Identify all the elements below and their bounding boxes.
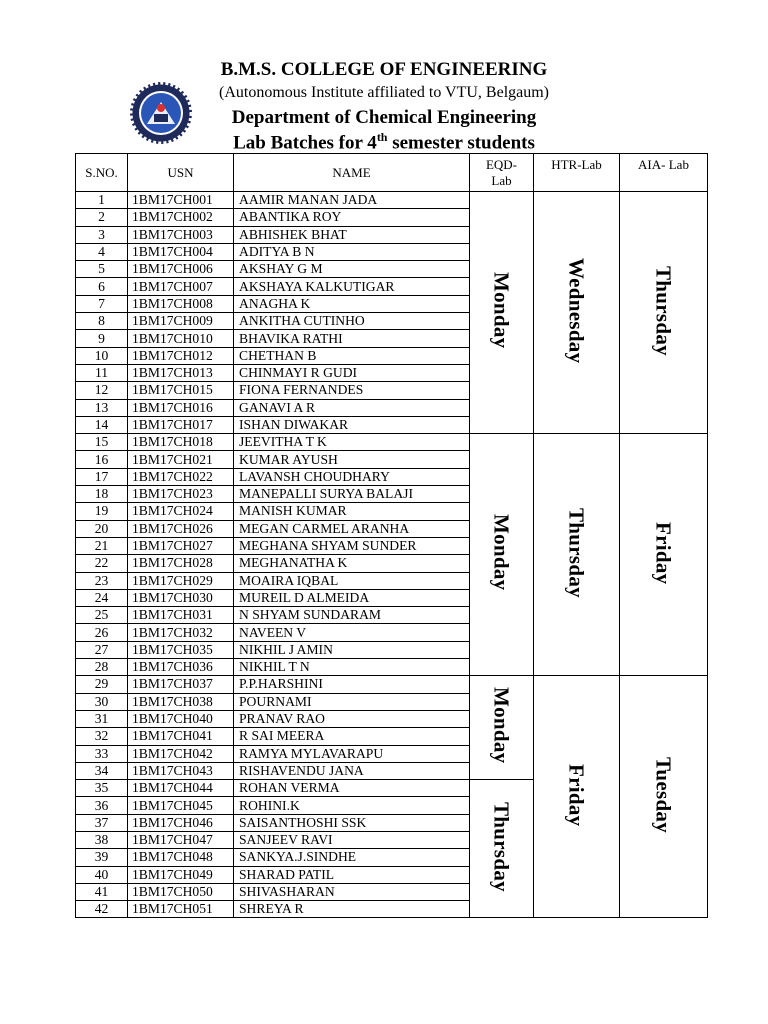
eqd-lab-day: Monday xyxy=(489,272,514,349)
cell-sno: 38 xyxy=(76,831,128,848)
cell-sno: 6 xyxy=(76,278,128,295)
cell-sno: 7 xyxy=(76,295,128,312)
cell-usn: 1BM17CH041 xyxy=(128,728,234,745)
cell-sno: 21 xyxy=(76,537,128,554)
cell-sno: 34 xyxy=(76,762,128,779)
cell-usn: 1BM17CH032 xyxy=(128,624,234,641)
cell-sno: 5 xyxy=(76,261,128,278)
cell-usn: 1BM17CH003 xyxy=(128,226,234,243)
cell-name: ISHAN DIWAKAR xyxy=(234,416,470,433)
cell-sno: 26 xyxy=(76,624,128,641)
cell-sno: 39 xyxy=(76,849,128,866)
eqd-lab-day: Monday xyxy=(489,687,514,764)
cell-sno: 40 xyxy=(76,866,128,883)
cell-sno: 31 xyxy=(76,710,128,727)
cell-name: ANAGHA K xyxy=(234,295,470,312)
table-row xyxy=(76,676,708,693)
cell-name: NIKHIL T N xyxy=(234,659,470,676)
cell-usn: 1BM17CH023 xyxy=(128,486,234,503)
cell-sno: 42 xyxy=(76,901,128,918)
cell-name: MEGHANA SHYAM SUNDER xyxy=(234,537,470,554)
cell-name: AKSHAYA KALKUTIGAR xyxy=(234,278,470,295)
aia-lab-day: Thursday xyxy=(651,265,676,356)
cell-usn: 1BM17CH051 xyxy=(128,901,234,918)
cell-sno: 2 xyxy=(76,209,128,226)
cell-usn: 1BM17CH038 xyxy=(128,693,234,710)
cell-sno: 18 xyxy=(76,486,128,503)
affiliation-text: (Autonomous Institute affiliated to VTU, Belgaum) xyxy=(218,84,550,101)
cell-usn: 1BM17CH027 xyxy=(128,537,234,554)
cell-sno: 35 xyxy=(76,780,128,797)
cell-sno: 41 xyxy=(76,883,128,900)
cell-sno: 32 xyxy=(76,728,128,745)
cell-sno: 16 xyxy=(76,451,128,468)
cell-usn: 1BM17CH008 xyxy=(128,295,234,312)
eqd-lab-day-cell xyxy=(470,780,534,918)
cell-usn: 1BM17CH006 xyxy=(128,261,234,278)
eqd-lab-day-cell xyxy=(470,434,534,676)
cell-usn: 1BM17CH050 xyxy=(128,883,234,900)
cell-name: SAISANTHOSHI SSK xyxy=(234,814,470,831)
cell-usn: 1BM17CH013 xyxy=(128,364,234,381)
cell-name: CHINMAYI R GUDI xyxy=(234,364,470,381)
cell-name: MOAIRA IQBAL xyxy=(234,572,470,589)
cell-name: SANKYA.J.SINDHE xyxy=(234,849,470,866)
cell-sno: 30 xyxy=(76,693,128,710)
cell-name: MEGHANATHA K xyxy=(234,555,470,572)
cell-name: SANJEEV RAVI xyxy=(234,831,470,848)
cell-name: SHIVASHARAN xyxy=(234,883,470,900)
cell-sno: 12 xyxy=(76,382,128,399)
col-header-sno: S.NO. xyxy=(76,154,128,192)
cell-name: LAVANSH CHOUDHARY xyxy=(234,468,470,485)
cell-name: P.P.HARSHINI xyxy=(234,676,470,693)
cell-name: ABHISHEK BHAT xyxy=(234,226,470,243)
cell-usn: 1BM17CH004 xyxy=(128,243,234,260)
cell-usn: 1BM17CH043 xyxy=(128,762,234,779)
htr-lab-day: Thursday xyxy=(564,507,589,598)
cell-usn: 1BM17CH046 xyxy=(128,814,234,831)
table-header-row xyxy=(76,154,708,192)
cell-sno: 20 xyxy=(76,520,128,537)
cell-name: POURNAMI xyxy=(234,693,470,710)
cell-name: RAMYA MYLAVARAPU xyxy=(234,745,470,762)
aia-lab-day-cell xyxy=(620,434,708,676)
cell-usn: 1BM17CH045 xyxy=(128,797,234,814)
aia-lab-day: Tuesday xyxy=(651,756,676,833)
cell-name: GANAVI A R xyxy=(234,399,470,416)
cell-sno: 25 xyxy=(76,607,128,624)
aia-lab-day: Friday xyxy=(651,521,676,584)
cell-sno: 27 xyxy=(76,641,128,658)
cell-sno: 1 xyxy=(76,192,128,209)
cell-sno: 29 xyxy=(76,676,128,693)
cell-name: R SAI MEERA xyxy=(234,728,470,745)
cell-usn: 1BM17CH009 xyxy=(128,313,234,330)
cell-name: SHARAD PATIL xyxy=(234,866,470,883)
cell-sno: 13 xyxy=(76,399,128,416)
lab-batches-table xyxy=(75,153,708,918)
cell-sno: 3 xyxy=(76,226,128,243)
cell-sno: 33 xyxy=(76,745,128,762)
htr-lab-day-cell xyxy=(534,434,620,676)
htr-lab-day-cell xyxy=(534,676,620,918)
cell-name: MANISH KUMAR xyxy=(234,503,470,520)
cell-usn: 1BM17CH002 xyxy=(128,209,234,226)
cell-name: PRANAV RAO xyxy=(234,710,470,727)
cell-name: AKSHAY G M xyxy=(234,261,470,278)
cell-sno: 10 xyxy=(76,347,128,364)
eqd-lab-day-cell xyxy=(470,676,534,780)
eqd-lab-day: Monday xyxy=(489,514,514,591)
cell-sno: 11 xyxy=(76,364,128,381)
cell-usn: 1BM17CH029 xyxy=(128,572,234,589)
cell-sno: 23 xyxy=(76,572,128,589)
cell-usn: 1BM17CH030 xyxy=(128,589,234,606)
cell-usn: 1BM17CH021 xyxy=(128,451,234,468)
cell-sno: 36 xyxy=(76,797,128,814)
eqd-lab-day-cell xyxy=(470,192,534,434)
cell-usn: 1BM17CH028 xyxy=(128,555,234,572)
table-row xyxy=(76,434,708,451)
cell-sno: 37 xyxy=(76,814,128,831)
cell-name: NIKHIL J AMIN xyxy=(234,641,470,658)
cell-usn: 1BM17CH036 xyxy=(128,659,234,676)
cell-name: N SHYAM SUNDARAM xyxy=(234,607,470,624)
cell-sno: 14 xyxy=(76,416,128,433)
table-row xyxy=(76,192,708,209)
cell-usn: 1BM17CH048 xyxy=(128,849,234,866)
cell-usn: 1BM17CH044 xyxy=(128,780,234,797)
cell-sno: 15 xyxy=(76,434,128,451)
cell-usn: 1BM17CH031 xyxy=(128,607,234,624)
aia-lab-day-cell xyxy=(620,676,708,918)
cell-sno: 8 xyxy=(76,313,128,330)
cell-usn: 1BM17CH016 xyxy=(128,399,234,416)
col-header-name: NAME xyxy=(234,154,470,192)
htr-lab-day: Wednesday xyxy=(564,257,589,364)
cell-name: ROHINI.K xyxy=(234,797,470,814)
cell-name: MANEPALLI SURYA BALAJI xyxy=(234,486,470,503)
cell-usn: 1BM17CH026 xyxy=(128,520,234,537)
cell-name: ADITYA B N xyxy=(234,243,470,260)
cell-usn: 1BM17CH035 xyxy=(128,641,234,658)
cell-usn: 1BM17CH042 xyxy=(128,745,234,762)
cell-sno: 9 xyxy=(76,330,128,347)
cell-name: MEGAN CARMEL ARANHA xyxy=(234,520,470,537)
col-header-eqd-lab: EQD- Lab xyxy=(470,154,534,192)
cell-sno: 19 xyxy=(76,503,128,520)
cell-usn: 1BM17CH024 xyxy=(128,503,234,520)
cell-usn: 1BM17CH017 xyxy=(128,416,234,433)
cell-usn: 1BM17CH007 xyxy=(128,278,234,295)
cell-name: ABANTIKA ROY xyxy=(234,209,470,226)
cell-sno: 28 xyxy=(76,659,128,676)
cell-name: ANKITHA CUTINHO xyxy=(234,313,470,330)
cell-name: BHAVIKA RATHI xyxy=(234,330,470,347)
cell-name: MUREIL D ALMEIDA xyxy=(234,589,470,606)
col-header-aia-lab: AIA- Lab xyxy=(620,154,708,192)
eqd-lab-day: Thursday xyxy=(489,801,514,892)
cell-name: SHREYA R xyxy=(234,901,470,918)
cell-usn: 1BM17CH001 xyxy=(128,192,234,209)
cell-name: AAMIR MANAN JADA xyxy=(234,192,470,209)
cell-usn: 1BM17CH022 xyxy=(128,468,234,485)
cell-usn: 1BM17CH040 xyxy=(128,710,234,727)
cell-usn: 1BM17CH037 xyxy=(128,676,234,693)
cell-usn: 1BM17CH047 xyxy=(128,831,234,848)
cell-usn: 1BM17CH049 xyxy=(128,866,234,883)
htr-lab-day-cell xyxy=(534,192,620,434)
cell-usn: 1BM17CH015 xyxy=(128,382,234,399)
department-name: Department of Chemical Engineering xyxy=(231,107,537,128)
college-name: B.M.S. COLLEGE OF ENGINEERING xyxy=(220,59,548,80)
cell-name: RISHAVENDU JANA xyxy=(234,762,470,779)
cell-name: FIONA FERNANDES xyxy=(234,382,470,399)
document-title: Lab Batches for 4th semester students xyxy=(233,130,535,154)
cell-name: ROHAN VERMA xyxy=(234,780,470,797)
cell-usn: 1BM17CH018 xyxy=(128,434,234,451)
col-header-usn: USN xyxy=(128,154,234,192)
col-header-htr-lab: HTR-Lab xyxy=(534,154,620,192)
cell-sno: 4 xyxy=(76,243,128,260)
htr-lab-day: Friday xyxy=(564,763,589,827)
cell-name: JEEVITHA T K xyxy=(234,434,470,451)
cell-usn: 1BM17CH012 xyxy=(128,347,234,364)
cell-sno: 17 xyxy=(76,468,128,485)
cell-name: CHETHAN B xyxy=(234,347,470,364)
cell-sno: 22 xyxy=(76,555,128,572)
cell-sno: 24 xyxy=(76,589,128,606)
cell-name: KUMAR AYUSH xyxy=(234,451,470,468)
aia-lab-day-cell xyxy=(620,192,708,434)
cell-usn: 1BM17CH010 xyxy=(128,330,234,347)
cell-name: NAVEEN V xyxy=(234,624,470,641)
